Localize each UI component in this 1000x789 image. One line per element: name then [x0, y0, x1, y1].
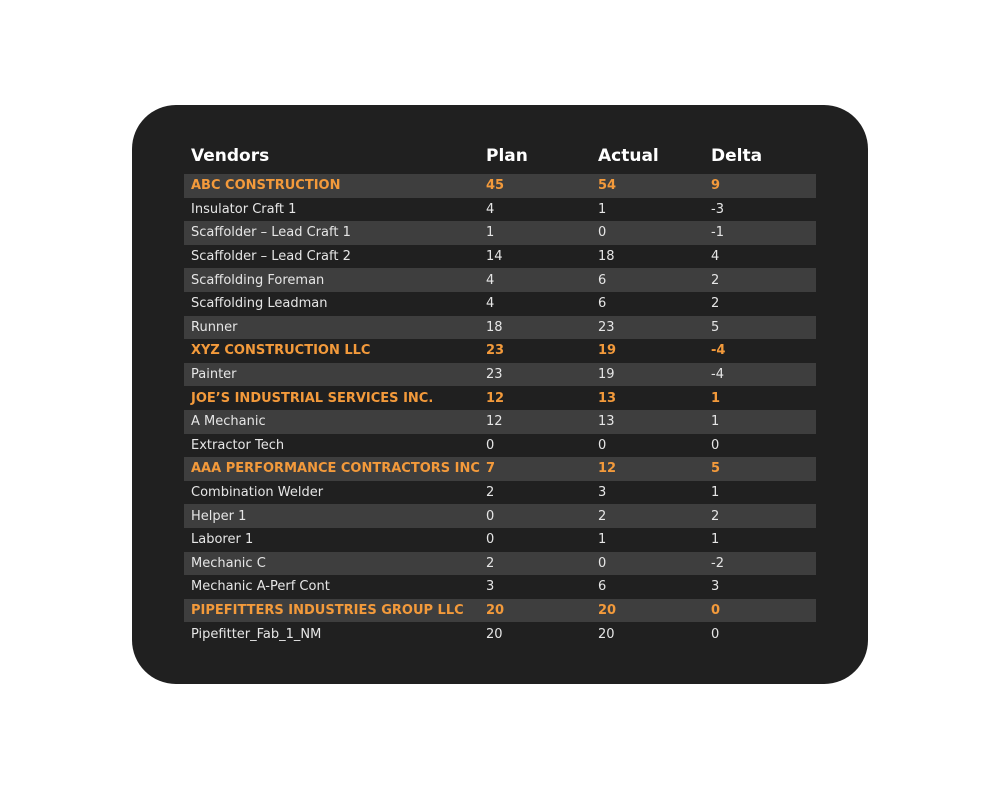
row-delta-cell: 2 [711, 508, 720, 524]
row-name-cell: A Mechanic [191, 414, 266, 430]
row-name-cell: Extractor Tech [191, 437, 285, 453]
row-plan-cell: 12 [486, 414, 503, 430]
row-delta-cell: 1 [711, 390, 721, 406]
row-actual-cell: 23 [598, 319, 615, 335]
header-plan: Plan [486, 146, 528, 166]
row-delta-cell: 1 [711, 485, 720, 501]
row-actual-cell: 0 [598, 437, 607, 453]
row-plan-cell: 20 [486, 626, 503, 642]
row-delta-cell: -1 [711, 225, 724, 241]
row-name-cell: Pipefitter_Fab_1_NM [191, 626, 322, 642]
row-delta-cell: 1 [711, 414, 720, 430]
row-name-cell: ABC CONSTRUCTION [191, 178, 341, 194]
row-plan-cell: 4 [486, 201, 495, 217]
row-actual-cell: 13 [598, 414, 615, 430]
row-delta-cell: -3 [711, 201, 724, 217]
row-actual-cell: 0 [598, 555, 607, 571]
vendor-row [184, 174, 816, 198]
header-vendors: Vendors [191, 146, 270, 166]
table-row [184, 552, 816, 576]
row-delta-cell: 2 [711, 272, 720, 288]
row-delta-cell: -4 [711, 367, 724, 383]
row-name-cell: Runner [191, 319, 238, 335]
table-row [184, 410, 816, 434]
row-actual-cell: 1 [598, 532, 607, 548]
vendor-row [184, 386, 816, 410]
row-actual-cell: 19 [598, 343, 617, 359]
row-plan-cell: 23 [486, 367, 503, 383]
table-header-row [184, 139, 816, 173]
vendor-table [184, 139, 816, 646]
row-plan-cell: 3 [486, 579, 495, 595]
row-name-cell: AAA PERFORMANCE CONTRACTORS INC [191, 461, 480, 477]
row-name-cell: Helper 1 [191, 508, 247, 524]
table-row [184, 528, 816, 552]
row-actual-cell: 6 [598, 272, 607, 288]
vendor-row [184, 339, 816, 363]
row-name-cell: Mechanic A-Perf Cont [191, 579, 330, 595]
row-plan-cell: 12 [486, 390, 505, 406]
row-delta-cell: 1 [711, 532, 720, 548]
row-plan-cell: 14 [486, 249, 503, 265]
row-name-cell: Insulator Craft 1 [191, 201, 297, 217]
table-row [184, 292, 816, 316]
row-name-cell: PIPEFITTERS INDUSTRIES GROUP LLC [191, 602, 464, 618]
row-plan-cell: 4 [486, 296, 495, 312]
row-plan-cell: 4 [486, 272, 495, 288]
table-row [184, 363, 816, 387]
row-name-cell: Scaffolding Leadman [191, 296, 328, 312]
row-delta-cell: 4 [711, 249, 720, 265]
row-delta-cell: 2 [711, 296, 720, 312]
row-actual-cell: 13 [598, 390, 617, 406]
row-name-cell: Scaffolding Foreman [191, 272, 325, 288]
row-name-cell: XYZ CONSTRUCTION LLC [191, 343, 371, 359]
row-name-cell: Scaffolder – Lead Craft 2 [191, 249, 351, 265]
row-name-cell: Scaffolder – Lead Craft 1 [191, 225, 351, 241]
row-plan-cell: 18 [486, 319, 503, 335]
row-actual-cell: 20 [598, 602, 617, 618]
table-row [184, 434, 816, 458]
table-body [184, 174, 816, 646]
row-actual-cell: 19 [598, 367, 615, 383]
row-actual-cell: 6 [598, 296, 607, 312]
table-row [184, 245, 816, 269]
row-name-cell: Painter [191, 367, 237, 383]
row-plan-cell: 1 [486, 225, 495, 241]
row-delta-cell: 3 [711, 579, 720, 595]
table-row [184, 504, 816, 528]
row-delta-cell: 0 [711, 437, 720, 453]
vendor-table-card [132, 105, 868, 684]
row-name-cell: Combination Welder [191, 485, 324, 501]
row-name-cell: Laborer 1 [191, 532, 254, 548]
row-plan-cell: 2 [486, 555, 495, 571]
vendor-row [184, 599, 816, 623]
row-actual-cell: 6 [598, 579, 607, 595]
row-actual-cell: 54 [598, 178, 617, 194]
row-delta-cell: -2 [711, 555, 724, 571]
row-plan-cell: 45 [486, 178, 505, 194]
table-row [184, 575, 816, 599]
row-actual-cell: 3 [598, 485, 607, 501]
row-plan-cell: 2 [486, 485, 495, 501]
row-plan-cell: 0 [486, 508, 495, 524]
row-actual-cell: 20 [598, 626, 615, 642]
row-plan-cell: 23 [486, 343, 505, 359]
header-actual: Actual [598, 146, 659, 166]
row-name-cell: JOE’S INDUSTRIAL SERVICES INC. [191, 390, 434, 406]
row-delta-cell: 0 [711, 626, 720, 642]
row-plan-cell: 7 [486, 461, 496, 477]
table-row [184, 622, 816, 646]
row-plan-cell: 20 [486, 602, 505, 618]
row-plan-cell: 0 [486, 437, 495, 453]
table-row [184, 316, 816, 340]
row-delta-cell: -4 [711, 343, 726, 359]
row-name-cell: Mechanic C [191, 555, 266, 571]
header-delta: Delta [711, 146, 763, 166]
row-actual-cell: 1 [598, 201, 607, 217]
row-actual-cell: 0 [598, 225, 607, 241]
row-actual-cell: 2 [598, 508, 607, 524]
row-delta-cell: 5 [711, 461, 721, 477]
table-row [184, 198, 816, 222]
vendor-row [184, 457, 816, 481]
row-delta-cell: 5 [711, 319, 720, 335]
table-row [184, 221, 816, 245]
row-delta-cell: 0 [711, 602, 721, 618]
row-delta-cell: 9 [711, 178, 721, 194]
row-actual-cell: 18 [598, 249, 615, 265]
row-actual-cell: 12 [598, 461, 617, 477]
table-row [184, 481, 816, 505]
row-plan-cell: 0 [486, 532, 495, 548]
table-row [184, 268, 816, 292]
